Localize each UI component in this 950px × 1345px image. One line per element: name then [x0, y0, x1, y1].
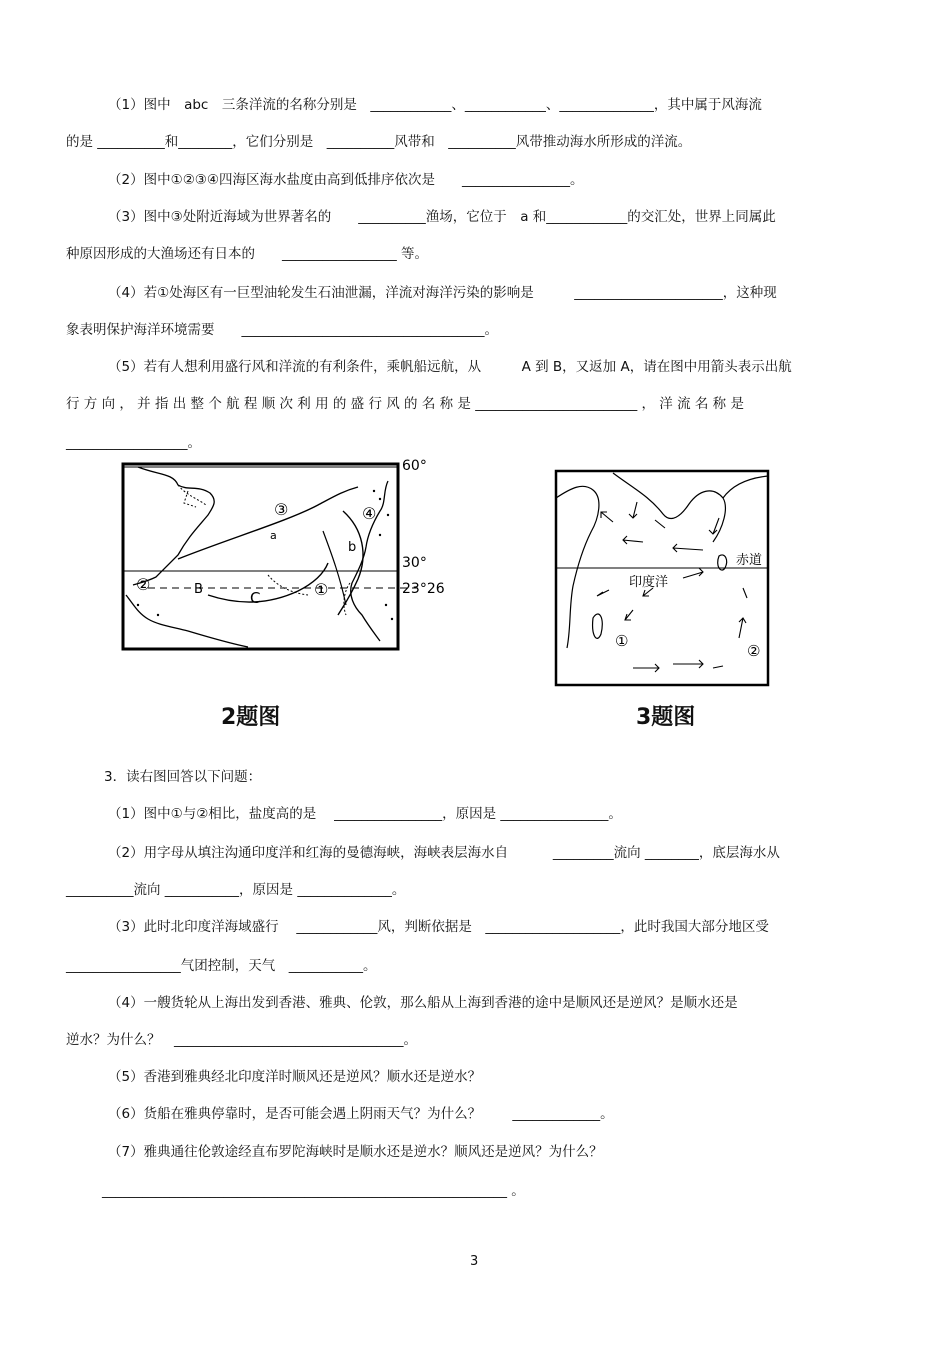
fig2-marker-2: ②	[136, 575, 151, 594]
fig3-label-indian-ocean: 印度洋	[629, 575, 669, 590]
q3-sub5: （5）香港到雅典经北印度洋时顺风还是逆风？顺水还是逆水？	[108, 1069, 482, 1085]
q3-title: 3．读右图回答以下问题：	[104, 769, 262, 785]
fig3-marker-2: ②	[747, 642, 761, 660]
q2-part4-line2: 象表明保护海洋环境需要 ____________________________________。	[66, 322, 498, 338]
q3-sub1: （1）图中①与②相比，盐度高的是 ________________，原因是 ________________。	[108, 806, 622, 822]
fig2-west-coast	[133, 467, 214, 585]
q3-sub2-line2: __________流向 ___________，原因是 ______________。	[66, 882, 406, 898]
q2-part2: （2）图中①②③④四海区海水盐度由高到低排序依次是 ________________。	[108, 172, 584, 188]
q2-part3-line1: （3）图中③处附近海域为世界著名的 __________渔场，它位于 a 和____________的交汇处，世界上同属此	[108, 209, 776, 225]
fig3-madagascar	[593, 614, 603, 638]
q2-part4-line1: （4）若①处海区有一巨型油轮发生石油泄漏，洋流对海洋污染的影响是 ______________________，这种现	[108, 285, 777, 301]
q3-sub7: （7）雅典通往伦敦途经直布罗陀海峡时是顺水还是逆水？顺风还是逆风？为什么？	[108, 1144, 603, 1160]
fig2-west-coast-south	[126, 595, 248, 647]
q2-part5-line1: （5）若有人想利用盛行风和洋流的有利条件，乘帆船远航，从 A 到 B，又返加 A，请在图中用箭头表示出航	[108, 359, 792, 375]
q3-sub6: （6）货船在雅典停靠时，是否可能会遇上阴雨天气？为什么？ _____________。	[108, 1106, 614, 1122]
q3-sub7-answer-line: ____________________________________________________________ 。	[102, 1183, 525, 1199]
fig3-label-equator: 赤道	[736, 553, 763, 568]
fig2-frame	[123, 464, 398, 649]
fig2-label-a: a	[270, 529, 277, 542]
page-number: 3	[470, 1254, 479, 1269]
q2-part3-line2: 种原因形成的大渔场还有日本的 _________________ 等。	[66, 246, 429, 262]
q2-part1-line1: （1）图中 abc 三条洋流的名称分别是 ____________、____________、______________，其中属于风海流	[108, 97, 762, 113]
q3-sub3-line1: （3）此时北印度洋海域盛行 ____________风，判断依据是 ____________________，此时我国大部分地区受	[108, 919, 769, 935]
fig2-label-2326: 23°26	[402, 581, 445, 597]
q3-sub4-line1: （4）一艘货轮从上海出发到香港、雅典、伦敦，那么船从上海到香港的途中是顺风还是逆风？是顺水还是	[108, 995, 738, 1011]
fig2-label-B: B	[194, 582, 203, 597]
fig3-asia-coast	[613, 473, 725, 542]
fig3-caption: 3题图	[636, 705, 696, 730]
q3-sub2-line1: （2）用字母从填注沟通印度洋和红海的曼德海峡，海峡表层海水自 _________流向 ________，底层海水从	[108, 845, 780, 861]
fig2-current-b	[338, 511, 363, 615]
fig2-label-60: 60°	[402, 458, 427, 474]
fig2-current-c	[208, 563, 328, 602]
q2-part1-line2: 的是 __________和________，它们分别是 __________风带和 __________风带推动海水所形成的洋流。	[66, 134, 692, 150]
fig2-marker-3: ③	[274, 500, 289, 519]
fig2-caption: 2题图	[221, 705, 281, 730]
fig2-label-b: b	[348, 540, 357, 555]
fig2-label-30: 30°	[402, 555, 427, 571]
fig2-marker-4: ④	[362, 504, 377, 523]
figure-2-map	[118, 455, 458, 655]
q3-sub3-line2: _________________气团控制，天气 ___________。	[66, 958, 377, 974]
q2-part5-line3: __________________。	[66, 435, 201, 451]
figure-3-map	[553, 468, 773, 690]
q2-part5-line2: 行 方 向 ， 并 指 出 整 个 航 程 顺 次 利 用 的 盛 行 风 的 名 称 是 ________________________ ， 洋 流 名 称 是	[66, 396, 744, 412]
fig2-label-C: C	[250, 589, 261, 607]
fig2-marker-1: ①	[314, 580, 329, 599]
fig2-current-a	[178, 487, 358, 559]
fig3-marker-1: ①	[615, 632, 629, 650]
q3-sub4-line2: 逆水？为什么？ __________________________________。	[66, 1032, 417, 1048]
